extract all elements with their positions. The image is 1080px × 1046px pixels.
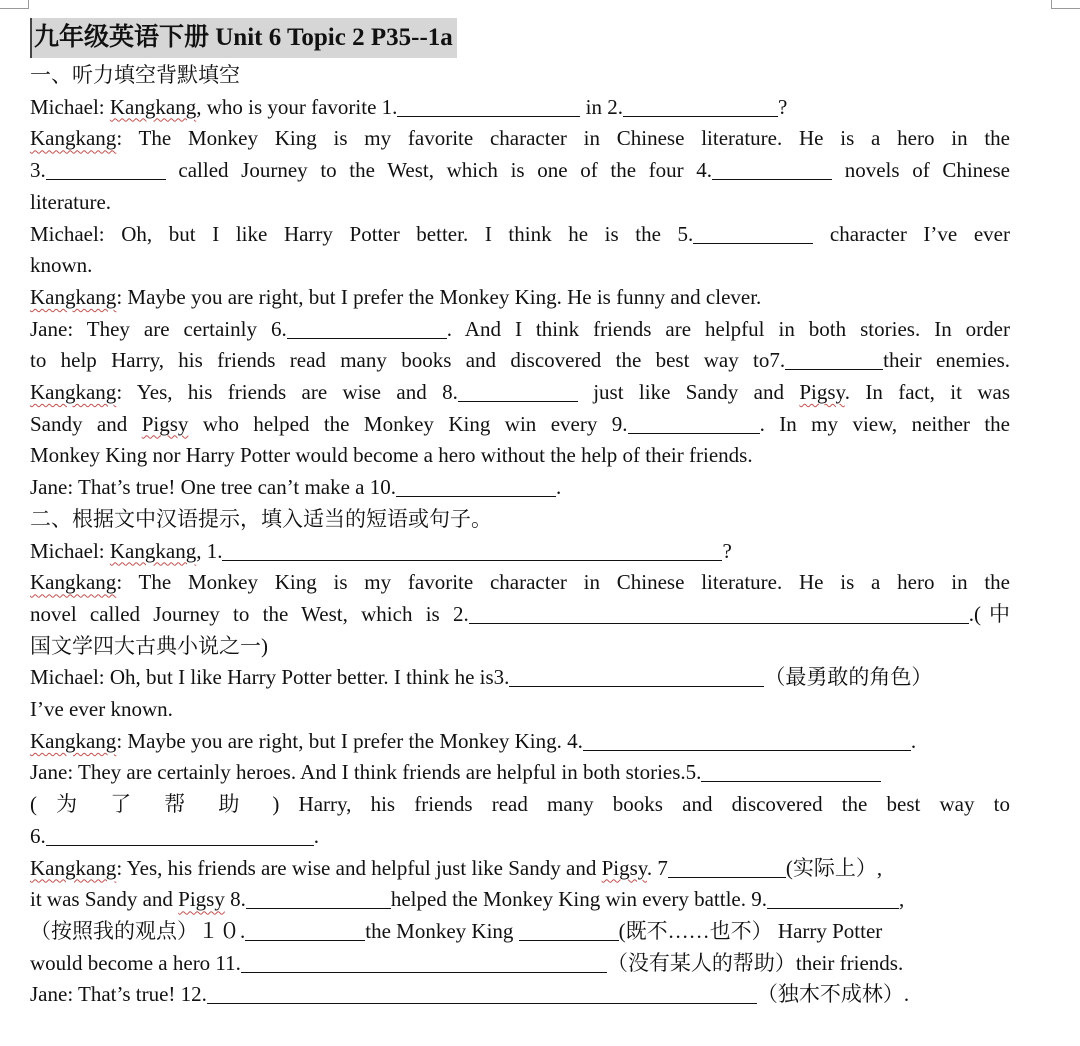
s1-michael-line-3: known.: [30, 253, 93, 278]
s2-kangkang-line-1: Kangkang: The Monkey King is my favorite character in Chinese literature. He is a hero in the: [30, 570, 1010, 595]
page-corner-mark-left: [0, 0, 29, 9]
s2-michael-line-3: I’ve ever known.: [30, 697, 173, 722]
section1-heading: 一、听力填空背默填空: [30, 63, 240, 87]
blank-s2-8[interactable]: [246, 887, 391, 909]
blank-s2-10b[interactable]: [519, 919, 619, 941]
blank-s2-12[interactable]: [207, 982, 757, 1004]
blank-s2-3[interactable]: [509, 665, 764, 687]
blank-s2-11[interactable]: [241, 951, 607, 973]
s2-kangkang-line-3: 国文学四大古典小说之一): [30, 633, 268, 658]
s1-michael-line-2: Michael: Oh, but I like Harry Potter better. I think he is the 5. character I’ve ever: [30, 221, 1010, 246]
s2-kangkang-line-8: would become a hero 11. （没有某人的帮助）their friends.: [30, 950, 904, 975]
blank-7[interactable]: [785, 348, 883, 370]
page-corner-mark-right: [1051, 0, 1080, 9]
s1-kangkang-line-2: 3. called Journey to the West, which is one of the four 4. novels of Chinese: [30, 158, 1010, 183]
blank-5[interactable]: [693, 222, 813, 244]
s2-jane-line-3: 6. .: [30, 823, 319, 848]
blank-8[interactable]: [458, 380, 578, 402]
blank-9[interactable]: [628, 412, 760, 434]
s1-jane-line-3: Jane: That’s true! One tree can’t make a 10. .: [30, 475, 562, 500]
blank-4[interactable]: [712, 158, 832, 180]
blank-s2-1[interactable]: [222, 539, 722, 561]
s1-michael-line: Michael: Kangkang, who is your favorite 1. in 2. ?: [30, 94, 788, 119]
blank-10[interactable]: [396, 475, 556, 497]
s1-kangkang-line-6: Sandy and Pigsy who helped the Monkey King win every 9. . In my view, neither the: [30, 411, 1010, 436]
s2-kangkang-line-7: （按照我的观点）１０. the Monkey King (既不……也不） Harry Potter: [30, 918, 883, 943]
s1-kangkang-line-3: literature.: [30, 189, 112, 214]
blank-6[interactable]: [287, 317, 447, 339]
name-kangkang: Kangkang: [109, 94, 197, 119]
s1-jane-line-2: to help Harry, his friends read many books and discovered the best way to7. their enemies.: [30, 348, 1010, 373]
s2-jane-line-2: ( 为 了 帮 助 ) Harry, his friends read many books and discovered the best way to: [30, 792, 1010, 817]
document-page: [30, 18, 1010, 1011]
blank-s2-7[interactable]: [668, 856, 786, 878]
blank-1[interactable]: [397, 95, 580, 117]
s2-kangkang-line-4: Kangkang: Maybe you are right, but I prefer the Monkey King. 4. .: [30, 728, 917, 753]
s2-kangkang-line-2: novel called Journey to the West, which is 2. .(中: [30, 601, 1010, 626]
s1-kangkang-line-4: Kangkang: Maybe you are right, but I prefer the Monkey King. He is funny and clever.: [30, 284, 762, 309]
blank-s2-6[interactable]: [46, 824, 314, 846]
s2-jane-line-1: Jane: They are certainly heroes. And I think friends are helpful in both stories.5.: [30, 757, 1010, 789]
blank-s2-2[interactable]: [469, 602, 969, 624]
s2-jane-line-4: Jane: That’s true! 12. （独木不成林）.: [30, 982, 910, 1007]
blank-s2-10[interactable]: [245, 919, 365, 941]
s2-michael-line-1: Michael: Kangkang, 1. ?: [30, 538, 732, 563]
blank-2[interactable]: [623, 95, 778, 117]
document-title: 九年级英语下册 Unit 6 Topic 2 P35--1a: [30, 18, 457, 58]
blank-3[interactable]: [46, 158, 166, 180]
s2-kangkang-line-6: it was Sandy and Pigsy 8. helped the Monkey King win every battle. 9. ,: [30, 887, 905, 912]
section2-heading: 二、根据文中汉语提示，填入适当的短语或句子。: [30, 506, 492, 531]
s1-kangkang-line-7: Monkey King nor Harry Potter would become a hero without the help of their friends.: [30, 443, 753, 468]
blank-s2-4[interactable]: [583, 729, 911, 751]
s2-kangkang-line-5: Kangkang: Yes, his friends are wise and helpful just like Sandy and Pigsy. 7 (实际上）,: [30, 855, 883, 880]
s1-jane-line-1: Jane: They are certainly 6. . And I think friends are helpful in both stories. In order: [30, 316, 1010, 341]
s2-michael-line-2: Michael: Oh, but I like Harry Potter better. I think he is3. （最勇敢的角色）: [30, 665, 933, 690]
blank-s2-9[interactable]: [767, 887, 899, 909]
s1-kangkang-line-1: Kangkang: The Monkey King is my favorite character in Chinese literature. He is a hero in the: [30, 126, 1010, 151]
s1-kangkang-line-5: Kangkang: Yes, his friends are wise and 8. just like Sandy and Pigsy. In fact, it was: [30, 380, 1010, 405]
blank-s2-5[interactable]: [701, 760, 881, 782]
